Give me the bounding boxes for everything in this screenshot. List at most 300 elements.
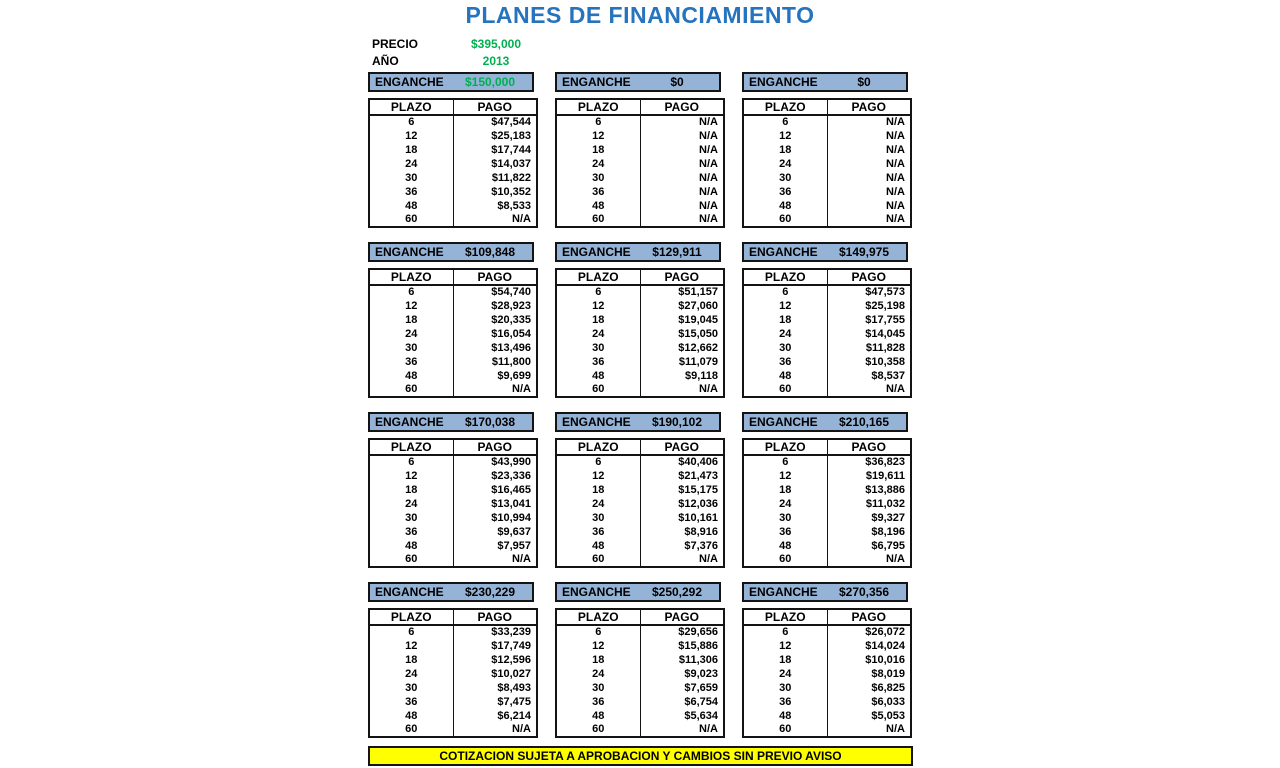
pago-cell: $13,041: [453, 497, 537, 511]
payment-table: [555, 438, 725, 568]
disclaimer-banner: COTIZACION SUJETA A APROBACION Y CAMBIOS SIN PREVIO AVISO: [368, 746, 913, 766]
pago-cell: $7,659: [640, 681, 724, 695]
plazo-cell: 18: [592, 143, 605, 156]
pago-cell: $11,032: [827, 497, 911, 511]
payment-table-header-row: [369, 439, 537, 455]
plans-grid: [368, 72, 913, 752]
table-row: [556, 355, 724, 369]
plazo-cell: 60: [592, 553, 605, 565]
plazo-cell: 6: [595, 626, 602, 638]
table-row: [556, 625, 724, 639]
plazo-cell: 48: [779, 539, 792, 552]
enganche-header: [368, 412, 534, 432]
plazo-cell: 6: [782, 456, 789, 468]
pago-cell: $11,800: [453, 355, 537, 369]
pago-cell: $10,027: [453, 667, 537, 681]
pago-cell: $13,886: [827, 483, 911, 497]
table-row: [556, 455, 724, 469]
table-row: [743, 469, 911, 483]
pago-cell: $40,406: [640, 455, 724, 469]
table-row: [556, 497, 724, 511]
table-row: [743, 341, 911, 355]
plazo-cell: 36: [592, 185, 605, 198]
enganche-header: [555, 72, 721, 92]
pago-column-header: PAGO: [827, 99, 911, 115]
pago-cell: $7,376: [640, 539, 724, 553]
pago-cell: N/A: [453, 553, 537, 567]
table-row: [369, 185, 537, 199]
pago-cell: $6,795: [827, 539, 911, 553]
payment-table-header-row: [743, 99, 911, 115]
table-row: [743, 327, 911, 341]
plazo-cell: 30: [405, 511, 418, 524]
pago-cell: $14,024: [827, 639, 911, 653]
plazo-cell: 36: [779, 695, 792, 708]
enganche-label: ENGANCHE: [749, 245, 818, 259]
table-row: [743, 455, 911, 469]
plazo-cell: 48: [405, 369, 418, 382]
enganche-header: [555, 582, 721, 602]
enganche-value: $109,848: [464, 245, 516, 259]
table-row: [369, 129, 537, 143]
table-row: [369, 213, 537, 227]
payment-table: [555, 268, 725, 398]
plazo-cell: 48: [779, 199, 792, 212]
enganche-value: $170,038: [464, 415, 516, 429]
pago-column-header: PAGO: [453, 269, 537, 285]
plazo-cell: 36: [779, 525, 792, 538]
table-row: [743, 383, 911, 397]
plazo-column-header: PLAZO: [743, 269, 827, 285]
plazo-cell: 18: [592, 313, 605, 326]
pago-cell: $23,336: [453, 469, 537, 483]
pago-cell: $6,033: [827, 695, 911, 709]
pago-cell: $8,196: [827, 525, 911, 539]
pago-cell: $28,923: [453, 299, 537, 313]
enganche-header: [368, 242, 534, 262]
table-row: [556, 723, 724, 737]
table-row: [556, 709, 724, 723]
pago-cell: $19,611: [827, 469, 911, 483]
plazo-cell: 24: [592, 327, 605, 340]
enganche-value: $149,975: [838, 245, 890, 259]
plazo-cell: 24: [779, 327, 792, 340]
pago-cell: N/A: [640, 723, 724, 737]
table-row: [369, 455, 537, 469]
pago-cell: $33,239: [453, 625, 537, 639]
table-row: [369, 199, 537, 213]
table-row: [743, 369, 911, 383]
enganche-header: [742, 412, 908, 432]
table-row: [556, 511, 724, 525]
plan-block: [742, 72, 912, 242]
table-row: [369, 285, 537, 299]
table-row: [743, 355, 911, 369]
plazo-cell: 12: [592, 469, 605, 482]
pago-cell: N/A: [827, 143, 911, 157]
table-row: [743, 681, 911, 695]
pago-cell: N/A: [827, 129, 911, 143]
enganche-value: $250,292: [651, 585, 703, 599]
enganche-header: [742, 582, 908, 602]
payment-table-header-row: [743, 269, 911, 285]
payment-table: [555, 98, 725, 228]
payment-table: [368, 268, 538, 398]
payment-table: [742, 438, 912, 568]
table-row: [369, 469, 537, 483]
table-row: [556, 299, 724, 313]
pago-cell: N/A: [640, 199, 724, 213]
table-row: [369, 681, 537, 695]
table-row: [556, 667, 724, 681]
enganche-value: $270,356: [838, 585, 890, 599]
plazo-cell: 60: [779, 723, 792, 735]
table-row: [369, 313, 537, 327]
plan-block: [742, 242, 912, 412]
table-row: [369, 143, 537, 157]
plazo-cell: 24: [405, 157, 418, 170]
table-row: [556, 157, 724, 171]
pago-column-header: PAGO: [453, 439, 537, 455]
table-row: [743, 313, 911, 327]
pago-cell: $14,045: [827, 327, 911, 341]
table-row: [556, 695, 724, 709]
plazo-cell: 48: [779, 709, 792, 722]
plazo-cell: 30: [592, 171, 605, 184]
pago-cell: $12,036: [640, 497, 724, 511]
plazo-cell: 6: [782, 116, 789, 128]
table-row: [743, 525, 911, 539]
table-row: [743, 511, 911, 525]
pago-cell: $6,214: [453, 709, 537, 723]
pago-cell: $10,994: [453, 511, 537, 525]
enganche-header: [742, 242, 908, 262]
pago-cell: N/A: [640, 185, 724, 199]
plan-block: [368, 412, 538, 582]
table-row: [369, 327, 537, 341]
plazo-cell: 36: [592, 355, 605, 368]
plazo-cell: 12: [779, 639, 792, 652]
pago-cell: $11,828: [827, 341, 911, 355]
plazo-column-header: PLAZO: [556, 269, 640, 285]
pago-cell: $7,475: [453, 695, 537, 709]
pago-cell: $15,886: [640, 639, 724, 653]
pago-cell: $11,079: [640, 355, 724, 369]
plazo-cell: 24: [405, 667, 418, 680]
plazo-column-header: PLAZO: [556, 99, 640, 115]
year-label: AÑO: [372, 53, 399, 68]
table-row: [556, 199, 724, 213]
table-row: [556, 539, 724, 553]
pago-cell: $15,050: [640, 327, 724, 341]
table-row: [743, 185, 911, 199]
plazo-cell: 18: [405, 483, 418, 496]
plazo-cell: 12: [779, 299, 792, 312]
pago-cell: $17,755: [827, 313, 911, 327]
pago-cell: $5,053: [827, 709, 911, 723]
plazo-cell: 48: [592, 539, 605, 552]
pago-cell: N/A: [640, 383, 724, 397]
plazo-cell: 60: [405, 383, 418, 395]
table-row: [556, 313, 724, 327]
plan-block: [742, 582, 912, 752]
payment-table: [742, 268, 912, 398]
enganche-value: $210,165: [838, 415, 890, 429]
payment-table-header-row: [369, 269, 537, 285]
pago-cell: $26,072: [827, 625, 911, 639]
plazo-cell: 6: [782, 626, 789, 638]
pago-cell: $6,825: [827, 681, 911, 695]
plazo-cell: 48: [592, 369, 605, 382]
plazo-column-header: PLAZO: [369, 99, 453, 115]
enganche-header: [555, 242, 721, 262]
table-row: [556, 115, 724, 129]
table-row: [743, 143, 911, 157]
table-row: [743, 695, 911, 709]
page-title: PLANES DE FINANCIAMIENTO: [465, 2, 815, 28]
pago-cell: $7,957: [453, 539, 537, 553]
pago-cell: $25,198: [827, 299, 911, 313]
price-label: PRECIO: [372, 36, 419, 51]
price-year-info: [372, 35, 525, 69]
table-row: [743, 483, 911, 497]
enganche-header: [555, 412, 721, 432]
pago-cell: $9,699: [453, 369, 537, 383]
plazo-cell: 48: [779, 369, 792, 382]
plazo-cell: 60: [405, 723, 418, 735]
pago-cell: $27,060: [640, 299, 724, 313]
pago-cell: $29,656: [640, 625, 724, 639]
table-row: [556, 143, 724, 157]
table-row: [743, 497, 911, 511]
payment-table: [368, 608, 538, 738]
pago-cell: $8,493: [453, 681, 537, 695]
enganche-header: [368, 582, 534, 602]
pago-cell: $10,352: [453, 185, 537, 199]
plazo-cell: 18: [405, 313, 418, 326]
pago-cell: $25,183: [453, 129, 537, 143]
plazo-cell: 60: [779, 213, 792, 225]
pago-cell: N/A: [827, 157, 911, 171]
plazo-cell: 18: [592, 483, 605, 496]
plazo-cell: 6: [408, 116, 415, 128]
plazo-cell: 30: [779, 681, 792, 694]
table-row: [369, 511, 537, 525]
table-row: [369, 483, 537, 497]
plan-block: [368, 242, 538, 412]
plazo-cell: 12: [779, 129, 792, 142]
table-row: [556, 681, 724, 695]
enganche-value: $129,911: [652, 245, 702, 259]
plazo-cell: 36: [592, 525, 605, 538]
pago-cell: N/A: [640, 553, 724, 567]
pago-column-header: PAGO: [453, 609, 537, 625]
plazo-cell: 36: [779, 355, 792, 368]
payment-table-header-row: [369, 609, 537, 625]
table-row: [743, 115, 911, 129]
payment-table-header-row: [556, 609, 724, 625]
pago-cell: $8,916: [640, 525, 724, 539]
pago-cell: N/A: [827, 383, 911, 397]
table-row: [556, 171, 724, 185]
pago-cell: N/A: [640, 129, 724, 143]
plazo-cell: 12: [592, 299, 605, 312]
pago-cell: $9,327: [827, 511, 911, 525]
table-row: [369, 341, 537, 355]
table-row: [369, 171, 537, 185]
table-row: [556, 639, 724, 653]
price-row: [372, 35, 525, 52]
table-row: [743, 709, 911, 723]
plazo-cell: 36: [592, 695, 605, 708]
table-row: [743, 199, 911, 213]
plazo-cell: 30: [779, 171, 792, 184]
enganche-label: ENGANCHE: [562, 75, 631, 89]
plan-block: [368, 72, 538, 242]
payment-table: [742, 98, 912, 228]
pago-cell: $8,537: [827, 369, 911, 383]
plazo-cell: 6: [408, 456, 415, 468]
plazo-cell: 6: [408, 626, 415, 638]
plazo-cell: 18: [779, 483, 792, 496]
pago-cell: $54,740: [453, 285, 537, 299]
plazo-cell: 60: [405, 213, 418, 225]
table-row: [556, 213, 724, 227]
table-row: [556, 369, 724, 383]
table-row: [743, 171, 911, 185]
plazo-cell: 48: [592, 199, 605, 212]
plazo-cell: 60: [779, 553, 792, 565]
payment-table-header-row: [369, 99, 537, 115]
pago-cell: N/A: [827, 723, 911, 737]
plazo-cell: 6: [408, 286, 415, 298]
pago-cell: N/A: [453, 723, 537, 737]
plazo-cell: 24: [779, 157, 792, 170]
plan-block: [555, 242, 725, 412]
enganche-label: ENGANCHE: [749, 415, 818, 429]
plazo-cell: 24: [405, 327, 418, 340]
plazo-cell: 48: [405, 709, 418, 722]
payment-table-header-row: [556, 99, 724, 115]
enganche-value: $150,000: [464, 75, 516, 89]
table-row: [369, 157, 537, 171]
pago-cell: $47,573: [827, 285, 911, 299]
table-row: [369, 695, 537, 709]
plazo-cell: 12: [405, 639, 418, 652]
table-row: [556, 483, 724, 497]
table-row: [369, 355, 537, 369]
pago-cell: $10,358: [827, 355, 911, 369]
plazo-cell: 18: [779, 143, 792, 156]
table-row: [743, 285, 911, 299]
price-value: $395,000: [470, 36, 522, 51]
plazo-cell: 60: [779, 383, 792, 395]
pago-cell: N/A: [453, 213, 537, 227]
pago-cell: $10,016: [827, 653, 911, 667]
table-row: [743, 653, 911, 667]
plazo-cell: 60: [592, 383, 605, 395]
pago-cell: $14,037: [453, 157, 537, 171]
table-row: [556, 553, 724, 567]
year-row: [372, 52, 525, 69]
pago-cell: $17,744: [453, 143, 537, 157]
plazo-cell: 6: [782, 286, 789, 298]
pago-cell: $36,823: [827, 455, 911, 469]
plazo-column-header: PLAZO: [743, 609, 827, 625]
payment-table-header-row: [743, 609, 911, 625]
plazo-cell: 24: [592, 667, 605, 680]
pago-cell: $16,054: [453, 327, 537, 341]
plazo-cell: 6: [595, 116, 602, 128]
table-row: [369, 525, 537, 539]
enganche-label: ENGANCHE: [749, 75, 818, 89]
pago-column-header: PAGO: [640, 439, 724, 455]
pago-cell: $20,335: [453, 313, 537, 327]
pago-cell: $17,749: [453, 639, 537, 653]
plazo-cell: 18: [779, 313, 792, 326]
pago-cell: N/A: [827, 115, 911, 129]
pago-cell: $19,045: [640, 313, 724, 327]
plazo-cell: 60: [592, 723, 605, 735]
pago-cell: N/A: [640, 115, 724, 129]
enganche-label: ENGANCHE: [749, 585, 818, 599]
table-row: [743, 667, 911, 681]
plazo-cell: 6: [595, 456, 602, 468]
plazo-cell: 60: [405, 553, 418, 565]
plazo-cell: 24: [592, 157, 605, 170]
enganche-value: $190,102: [651, 415, 703, 429]
table-row: [743, 157, 911, 171]
pago-cell: N/A: [827, 185, 911, 199]
plazo-cell: 36: [405, 355, 418, 368]
plazo-column-header: PLAZO: [743, 99, 827, 115]
payment-table-header-row: [743, 439, 911, 455]
plan-block: [368, 582, 538, 752]
pago-cell: $11,306: [640, 653, 724, 667]
pago-cell: $9,637: [453, 525, 537, 539]
enganche-label: ENGANCHE: [562, 415, 631, 429]
pago-cell: $47,544: [453, 115, 537, 129]
table-row: [556, 129, 724, 143]
plan-block: [555, 72, 725, 242]
plazo-cell: 18: [405, 653, 418, 666]
plazo-column-header: PLAZO: [369, 439, 453, 455]
pago-cell: N/A: [827, 213, 911, 227]
payment-table: [555, 608, 725, 738]
pago-cell: N/A: [827, 171, 911, 185]
pago-cell: $5,634: [640, 709, 724, 723]
plazo-cell: 30: [592, 681, 605, 694]
pago-cell: $9,118: [640, 369, 724, 383]
plazo-cell: 12: [779, 469, 792, 482]
payment-table: [368, 438, 538, 568]
enganche-header: [368, 72, 534, 92]
plan-block: [742, 412, 912, 582]
plazo-cell: 18: [592, 653, 605, 666]
plazo-column-header: PLAZO: [556, 439, 640, 455]
table-row: [743, 539, 911, 553]
payment-table-header-row: [556, 269, 724, 285]
enganche-label: ENGANCHE: [375, 415, 444, 429]
plazo-cell: 24: [779, 497, 792, 510]
table-row: [369, 639, 537, 653]
table-row: [369, 497, 537, 511]
table-row: [369, 709, 537, 723]
table-row: [743, 553, 911, 567]
plan-block: [555, 412, 725, 582]
plazo-cell: 12: [405, 299, 418, 312]
enganche-value: $0: [857, 75, 871, 89]
